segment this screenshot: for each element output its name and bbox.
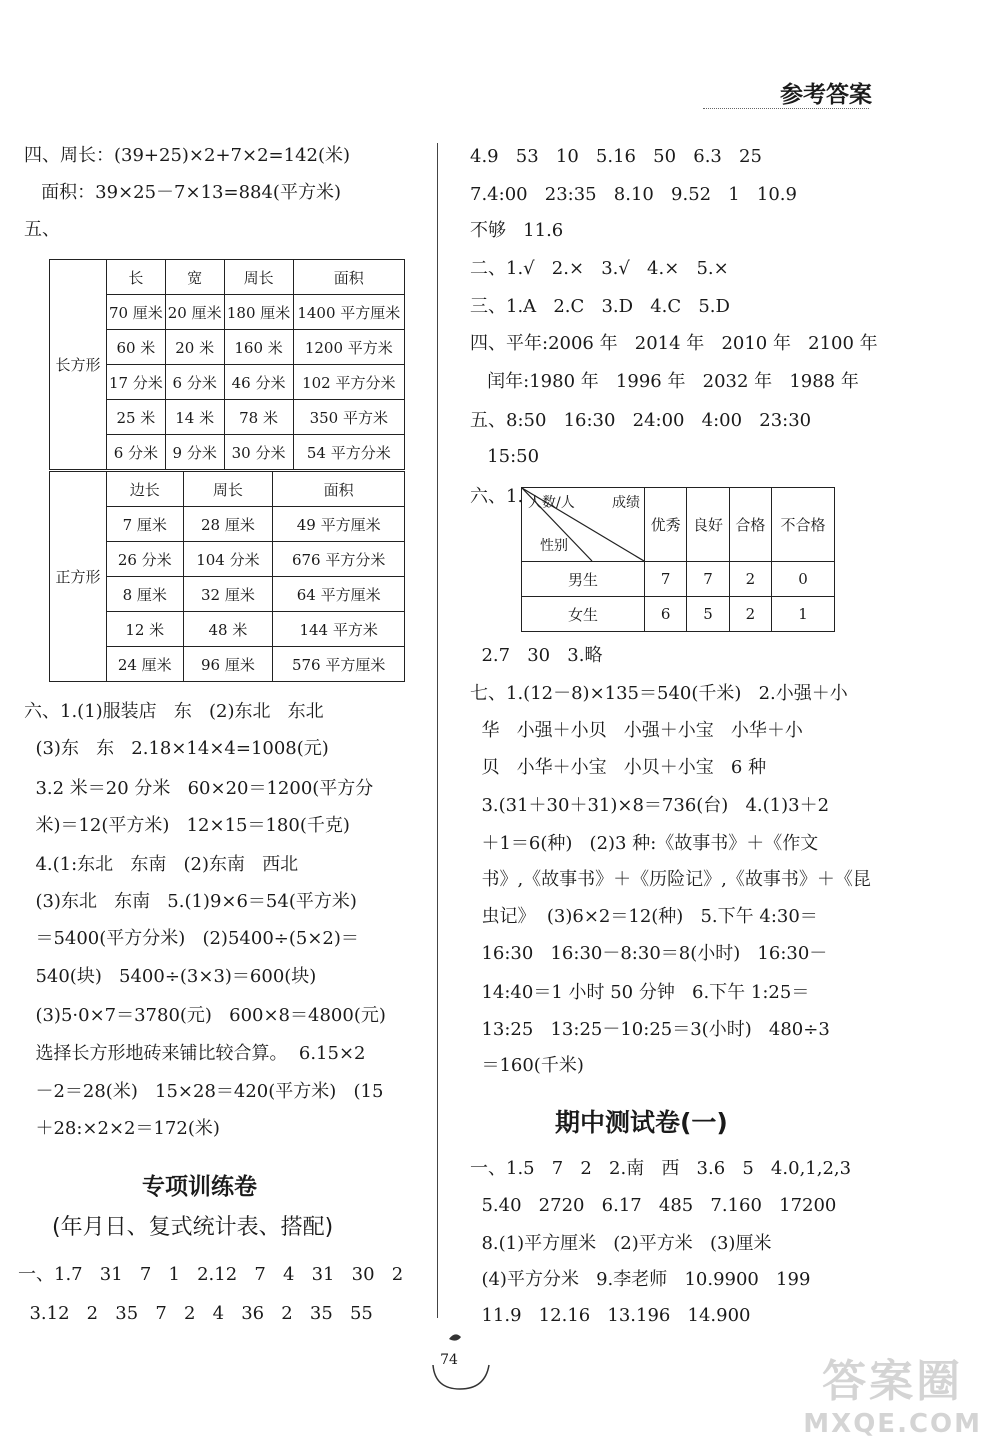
table-cell: 7: [687, 562, 729, 597]
answer-line: 3.2 米＝20 分米 60×20＝1200(平方分: [24, 778, 374, 799]
answer-line: 书》,《故事书》＋《历险记》,《故事书》＋《昆: [470, 869, 871, 890]
answer-line: (3)东 东 2.18×14×4=1008(元): [24, 738, 329, 759]
answer-line: 七、1.(12－8)×135＝540(千米) 2.小强＋小: [470, 683, 848, 704]
statistics-table: [521, 487, 835, 632]
answer-line: 选择长方形地砖来铺比较合算。 6.15×2: [24, 1043, 366, 1064]
answer-line: 面积：39×25－7×13=884(平方米): [24, 182, 341, 203]
table-header: 不合格: [772, 488, 835, 562]
table-header: 长: [107, 260, 166, 295]
answer-line: ＝5400(平方分米) (2)5400÷(5×2)＝: [24, 928, 359, 949]
table-cell: 20 米: [165, 330, 224, 365]
table-cell: 30 分米: [224, 435, 293, 470]
answer-line: 五、8:50 16:30 24:00 4:00 23:30: [470, 410, 812, 431]
answer-line: 3.12 2 35 7 2 4 36 2 35 55: [18, 1303, 373, 1324]
answer-line: ＝160(千米): [470, 1055, 584, 1076]
answer-line: 3.(31＋30＋31)×8＝736(台) 4.(1)3＋2: [470, 795, 830, 816]
answer-line: 四、周长：(39+25)×2+7×2=142(米): [24, 145, 351, 166]
table-cell: 7 厘米: [107, 507, 184, 542]
answer-line: 5.40 2720 6.17 485 7.160 17200: [470, 1195, 837, 1216]
table-cell: 5: [687, 597, 729, 632]
table-header: 边长: [107, 472, 184, 507]
table-cell: 48 米: [183, 612, 273, 647]
answer-line: 二、1.√ 2.× 3.√ 4.× 5.×: [470, 258, 729, 279]
table-header: 宽: [165, 260, 224, 295]
table-cell: 46 分米: [224, 365, 293, 400]
answer-line: ＋1＝6(种) (2)3 种:《故事书》＋《作文: [470, 833, 819, 854]
table-cell: 78 米: [224, 400, 293, 435]
table-header: 良好: [687, 488, 729, 562]
answer-line: 四、平年:2006 年 2014 年 2010 年 2100 年: [470, 333, 878, 354]
table-header: 面积: [293, 260, 404, 295]
table-cell: 2: [729, 562, 771, 597]
table-cell: 576 平方厘米: [273, 647, 405, 682]
watermark-logo-text: 答案圈: [822, 1356, 964, 1407]
table-cell: 96 厘米: [183, 647, 273, 682]
answer-line: 闰年:1980 年 1996 年 2032 年 1988 年: [470, 371, 859, 392]
page-number: 74: [440, 1352, 458, 1368]
table-cell: 160 米: [224, 330, 293, 365]
answer-line: 一、1.7 31 7 1 2.12 7 4 31 30 2: [18, 1264, 404, 1285]
table-cell: 1400 平方厘米: [293, 295, 404, 330]
table-cell: 6 分米: [107, 435, 166, 470]
table-row: [522, 597, 835, 632]
section-title: 期中测试卷(一): [555, 1108, 728, 1137]
table-cell: 0: [772, 562, 835, 597]
table-cell: 64 平方厘米: [273, 577, 405, 612]
answer-line: 贝 小华＋小宝 小贝＋小宝 6 种: [470, 757, 767, 778]
table-cell: 20 厘米: [165, 295, 224, 330]
table-cell: 49 平方厘米: [273, 507, 405, 542]
table-cell: 2: [729, 597, 771, 632]
column-divider: [437, 143, 438, 1318]
answer-line: ＋28:×2×2＝172(米): [24, 1118, 220, 1139]
answer-line: 不够 11.6: [470, 220, 564, 241]
answer-line: 五、: [24, 219, 60, 240]
table-cell: 180 厘米: [224, 295, 293, 330]
table-header: 优秀: [645, 488, 687, 562]
table-cell: 54 平方分米: [293, 435, 404, 470]
answer-line: 虫记》 (3)6×2＝12(种) 5.下午 4:30＝: [470, 906, 818, 927]
answer-line: 米)＝12(平方米) 12×15＝180(千克): [24, 815, 350, 836]
table-cell: 70 厘米: [107, 295, 166, 330]
answer-line: (3)东北 东南 5.(1)9×6＝54(平方米): [24, 891, 357, 912]
table-cell: 25 米: [107, 400, 166, 435]
answer-line: 16:30 16:30－8:30＝8(小时) 16:30－: [470, 943, 828, 964]
table-cell: 17 分米: [107, 365, 166, 400]
answer-line: 7.4:00 23:35 8.10 9.52 1 10.9: [470, 184, 797, 205]
section-subtitle: (年月日、复式统计表、搭配): [52, 1215, 334, 1240]
corner-label-grade: 成绩: [612, 495, 640, 511]
rectangle-row-label: 长方形: [50, 260, 107, 470]
table-cell: 1: [772, 597, 835, 632]
corner-label-count: 人数/人: [528, 495, 575, 511]
table-cell: 12 米: [107, 612, 184, 647]
table-cell: 144 平方米: [273, 612, 405, 647]
watermark: [803, 1345, 982, 1439]
table-cell: 男生: [522, 562, 645, 597]
table-cell: 9 分米: [165, 435, 224, 470]
answer-line: －2＝28(米) 15×28＝420(平方米) (15: [24, 1081, 384, 1102]
answer-line: 2.7 30 3.略: [470, 645, 603, 666]
table-cell: 24 厘米: [107, 647, 184, 682]
answer-line: 六、1.(1)服装店 东 (2)东北 东北: [24, 701, 324, 722]
table-cell: 32 厘米: [183, 577, 273, 612]
watermark-url: MXQE.COM: [803, 1409, 982, 1439]
table-header: 周长: [224, 260, 293, 295]
answer-line: 8.(1)平方厘米 (2)平方米 (3)厘米: [470, 1233, 772, 1254]
square-row-label: 正方形: [50, 472, 107, 682]
table-cell: 7: [645, 562, 687, 597]
answer-line: 540(块) 5400÷(3×3)＝600(块): [24, 966, 317, 987]
header-divider: [703, 108, 869, 109]
table-cell: 676 平方分米: [273, 542, 405, 577]
square-table: [49, 471, 405, 682]
answer-line: 14:40＝1 小时 50 分钟 6.下午 1:25＝: [470, 982, 810, 1003]
table-cell: 1200 平方米: [293, 330, 404, 365]
answer-line: 华 小强＋小贝 小强＋小宝 小华＋小: [470, 720, 803, 741]
answer-line: 三、1.A 2.C 3.D 4.C 5.D: [470, 296, 730, 317]
answer-line: 4.(1:东北 东南 (2)东南 西北: [24, 854, 299, 875]
table-cell: 104 分米: [183, 542, 273, 577]
answer-line: 15:50: [470, 446, 540, 467]
corner-label-gender: 性别: [540, 538, 568, 554]
page-header-title: 参考答案: [780, 82, 872, 108]
table-cell: 8 厘米: [107, 577, 184, 612]
table-cell: 102 平方分米: [293, 365, 404, 400]
answer-line: (3)5·0×7＝3780(元) 600×8＝4800(元): [24, 1005, 386, 1026]
answer-line: 11.9 12.16 13.196 14.900: [470, 1305, 751, 1326]
table-cell: 26 分米: [107, 542, 184, 577]
answer-line: 六、1.: [470, 486, 524, 507]
answer-line: 一、1.5 7 2 2.南 西 3.6 5 4.0,1,2,3: [470, 1158, 852, 1179]
table-cell: 女生: [522, 597, 645, 632]
answer-line: 13:25 13:25－10:25＝3(小时) 480÷3: [470, 1019, 830, 1040]
rectangle-table: [49, 259, 405, 470]
table-header: 面积: [273, 472, 405, 507]
table-header: 周长: [183, 472, 273, 507]
table-cell: 14 米: [165, 400, 224, 435]
table-cell: 6: [645, 597, 687, 632]
table-cell: 60 米: [107, 330, 166, 365]
answer-line: 4.9 53 10 5.16 50 6.3 25: [470, 146, 762, 167]
table-cell: 350 平方米: [293, 400, 404, 435]
table-row: [522, 562, 835, 597]
table-cell: 28 厘米: [183, 507, 273, 542]
table-cell: 6 分米: [165, 365, 224, 400]
table-corner-cell: [522, 488, 645, 562]
section-title: 专项训练卷: [142, 1174, 257, 1200]
table-header: 合格: [729, 488, 771, 562]
answer-line: (4)平方分米 9.李老师 10.9900 199: [470, 1269, 811, 1290]
